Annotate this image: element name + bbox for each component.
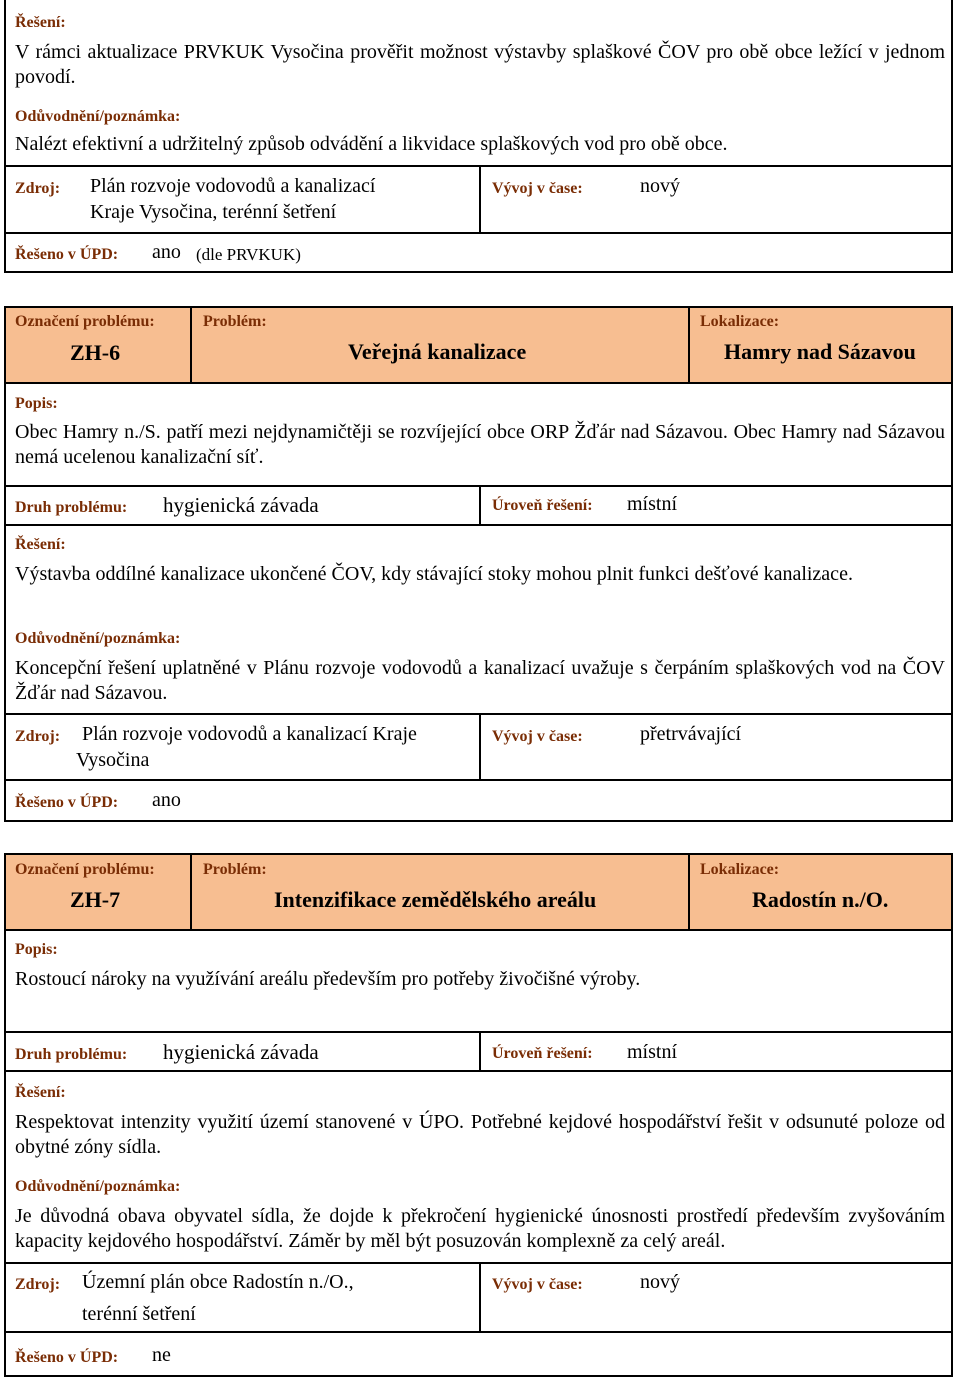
zdroj-line-2: Kraje Vysočina, terénní šetření bbox=[90, 201, 337, 223]
problem-location: Radostín n./O. bbox=[752, 887, 889, 912]
divider bbox=[4, 232, 953, 234]
druh-label: Druh problému: bbox=[15, 499, 128, 516]
zdroj-label: Zdroj: bbox=[15, 1276, 61, 1293]
zdroj-line-2: Vysočina bbox=[76, 749, 150, 771]
divider bbox=[479, 485, 481, 525]
zdroj-line-2: terénní šetření bbox=[82, 1303, 196, 1325]
zdroj-label: Zdroj: bbox=[15, 180, 61, 197]
uroven-label: Úroveň řešení: bbox=[492, 1045, 593, 1062]
druh-value: hygienická závada bbox=[163, 1040, 319, 1064]
reseni-label: Řešení: bbox=[15, 14, 66, 31]
reseno-note: (dle PRVKUK) bbox=[196, 245, 301, 264]
uroven-label: Úroveň řešení: bbox=[492, 497, 593, 514]
problem-label: Problém: bbox=[203, 861, 267, 878]
divider bbox=[688, 855, 690, 931]
divider bbox=[4, 524, 953, 526]
divider bbox=[479, 1262, 481, 1332]
problem-code: ZH-6 bbox=[70, 340, 121, 365]
zdroj-line-1: Plán rozvoje vodovodů a kanalizací Kraje bbox=[82, 723, 417, 745]
vyvoj-label: Vývoj v čase: bbox=[492, 180, 583, 197]
reseni-label: Řešení: bbox=[15, 536, 66, 553]
popis-text: Rostoucí nároky na využívání areálu především pro potřeby živočišné výroby. bbox=[15, 968, 641, 990]
divider bbox=[688, 308, 690, 384]
problem-title: Veřejná kanalizace bbox=[348, 339, 527, 364]
divider bbox=[479, 713, 481, 780]
oduvodneni-label: Odůvodnění/poznámka: bbox=[15, 1178, 181, 1195]
zdroj-line-1: Plán rozvoje vodovodů a kanalizací bbox=[90, 175, 376, 197]
vyvoj-value: nový bbox=[640, 175, 680, 197]
reseni-text: Výstavba oddílné kanalizace ukončené ČOV, kdy stávající stoky mohou plnit funkci dešťové kanalizace. bbox=[15, 563, 853, 585]
druh-label: Druh problému: bbox=[15, 1046, 128, 1063]
popis-text: Obec Hamry n./S. patří mezi nejdynamičtěji se rozvíjející obce ORP Žďár nad Sázavou. Obec Hamry nad Sázavou nemá ucelenou kanalizační síť. bbox=[15, 421, 945, 468]
problem-label: Problém: bbox=[203, 313, 267, 330]
divider bbox=[4, 1070, 953, 1072]
problem-code: ZH-7 bbox=[70, 887, 121, 912]
reseno-value: ano bbox=[152, 789, 181, 811]
oznaceni-label: Označení problému: bbox=[15, 313, 155, 330]
oznaceni-label: Označení problému: bbox=[15, 861, 155, 878]
lokalizace-label: Lokalizace: bbox=[700, 861, 780, 878]
vyvoj-value: nový bbox=[640, 1271, 680, 1293]
oduvodneni-label: Odůvodnění/poznámka: bbox=[15, 108, 181, 125]
druh-value: hygienická závada bbox=[163, 493, 319, 517]
reseni-label: Řešení: bbox=[15, 1084, 66, 1101]
problem-title: Intenzifikace zemědělského areálu bbox=[274, 887, 597, 912]
reseno-label: Řešeno v ÚPD: bbox=[15, 246, 119, 263]
oduvodneni-label: Odůvodnění/poznámka: bbox=[15, 630, 181, 647]
uroven-value: místní bbox=[627, 493, 678, 515]
reseni-text: V rámci aktualizace PRVKUK Vysočina prověřit možnost výstavby splaškové ČOV pro obě obce ležící v jednom povodí. bbox=[15, 41, 945, 88]
reseno-value: ne bbox=[152, 1344, 171, 1366]
popis-label: Popis: bbox=[15, 395, 58, 412]
reseni-text: Respektovat intenzity využití území stanovené v ÚPO. Potřebné kejdové hospodářství řešit v odsunuté poloze od obytné zóny sídla. bbox=[15, 1111, 945, 1158]
reseno-label: Řešeno v ÚPD: bbox=[15, 1349, 119, 1366]
vyvoj-value: přetrvávající bbox=[640, 723, 742, 745]
divider bbox=[4, 1331, 953, 1333]
reseno-label: Řešeno v ÚPD: bbox=[15, 794, 119, 811]
problem-location: Hamry nad Sázavou bbox=[724, 339, 916, 364]
popis-label: Popis: bbox=[15, 941, 58, 958]
vyvoj-label: Vývoj v čase: bbox=[492, 728, 583, 745]
divider bbox=[479, 1031, 481, 1071]
oduvodneni-text: Nalézt efektivní a udržitelný způsob odvádění a likvidace splaškových vod pro obě obce. bbox=[15, 133, 728, 155]
uroven-value: místní bbox=[627, 1041, 678, 1063]
lokalizace-label: Lokalizace: bbox=[700, 313, 780, 330]
zdroj-line-1: Územní plán obce Radostín n./O., bbox=[82, 1271, 354, 1293]
zdroj-label: Zdroj: bbox=[15, 728, 61, 745]
divider bbox=[190, 855, 192, 931]
divider bbox=[190, 308, 192, 384]
divider bbox=[479, 165, 481, 233]
vyvoj-label: Vývoj v čase: bbox=[492, 1276, 583, 1293]
oduvodneni-text: Je důvodná obava obyvatel sídla, že dojde k překročení hygienické únosnosti prostředí především zvyšováním kapacity kejdového hospodářství. Záměr by měl být posuzován komplexně za celý areál. bbox=[15, 1205, 945, 1252]
reseno-value: ano bbox=[152, 241, 181, 263]
oduvodneni-text: Koncepční řešení uplatněné v Plánu rozvoje vodovodů a kanalizací uvažuje s čerpáním splaškových vod na ČOV Žďár nad Sázavou. bbox=[15, 657, 945, 704]
divider bbox=[4, 779, 953, 781]
